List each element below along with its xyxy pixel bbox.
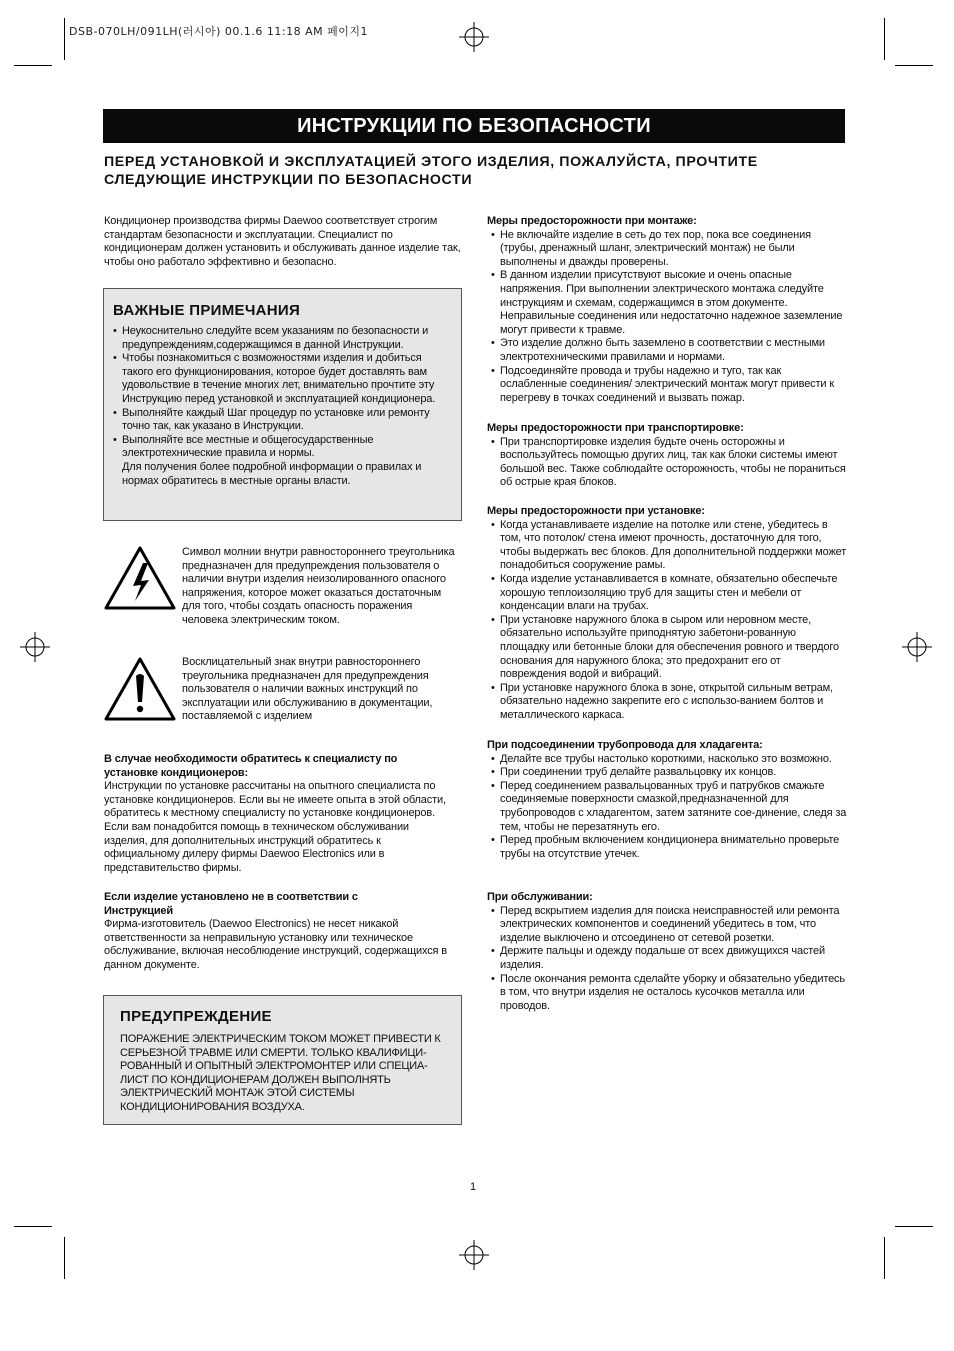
list-item: • При установке наружного блока в зоне, открытой сильным ветрам, обязательно надежно закрепите его с использо-ванием болтов и металлического каркаса.	[491, 682, 847, 723]
mounting-list	[487, 229, 847, 406]
list-item: • Не включайте изделие в сеть до тех пор, пока все соединения (трубы, дренажный шланг, электрический монтаж) не были выполнены и дважды проверены.	[491, 229, 847, 270]
exclamation-symbol-text: Восклицательный знак внутри равностороннего треугольника предназначен для предупреждения пользователя о наличии важных инструкций по эксплуатации или обслуживанию в документации, поставляемой с изделием	[182, 656, 433, 723]
mounting-heading: Меры предосторожности при монтаже:	[487, 215, 697, 227]
registration-mark-icon	[20, 632, 50, 662]
crop-mark	[14, 65, 52, 66]
important-notes-list	[113, 325, 451, 461]
registration-mark-icon	[459, 22, 489, 52]
lightning-symbol-text: Символ молнии внутри равностороннего треугольника предназначен для предупреждения пользователя о наличии внутри изделия неизолированного опасного напряжения, которое может оказаться достаточным для того, чтобы создать опасность поражения человека электрическим током.	[182, 546, 455, 626]
list-item: • Выполняйте все местные и общегосударственные электротехнические правила и нормы.	[113, 434, 451, 461]
crop-mark	[14, 1226, 52, 1227]
specialist-text: Инструкции по установке рассчитаны на опытного специалиста по установке кондиционеров. Если вы не имеете опыта в этой области, обратитесь к местному специалисту по установке кондиционеров. Если вам понадобится помощь в техническом обслуживании изделия, для дополнительных инструкций обратитесь к официальному дилеру фирмы Daewoo Electronics или в представительство фирмы.	[104, 780, 446, 874]
mounting-section	[487, 215, 847, 405]
important-notes-extra: Для получения более подробной информации о правилах и нормах обратитесь в местные органы власти.	[122, 460, 422, 487]
piping-list	[487, 753, 847, 862]
list-item: • При транспортировке изделия будьте очень осторожны и воспользуйтесь помощью других лиц, так как блоки системы имеют большой вес. Также соблюдайте осторожность, чтобы не пораниться об острые края блоков.	[491, 436, 847, 490]
transport-section	[487, 422, 847, 490]
list-item: • Перед пробным включением кондиционера внимательно проверьте трубы на отсутствие утечек.	[491, 834, 847, 861]
list-item: • Неукоснительно следуйте всем указаниям по безопасности и предупреждениям,содержащимся в данной Инструкции.	[113, 325, 451, 352]
crop-mark	[895, 1226, 933, 1227]
specialist-heading: В случае необходимости обратитесь к специалисту по установке кондиционеров:	[104, 753, 398, 779]
print-header: DSB-070LH/091LH(러시아) 00.1.6 11:18 AM 페이지1	[69, 25, 368, 38]
crop-mark	[884, 1237, 885, 1279]
registration-mark-icon	[459, 1240, 489, 1270]
installation-heading: Меры предосторожности при установке:	[487, 505, 705, 517]
service-section	[487, 891, 847, 1013]
intro-paragraph: Кондиционер производства фирмы Daewoo соответствует строгим стандартам безопасности и эксплуатации. Специалист по кондиционерам должен установить и обслуживать данное изделие так, чтобы оно работало эффективно и безопасно.	[104, 215, 461, 268]
list-item: • Перед соединением развальцованных труб и патрубков смажьте соединяемые поверхности смазкой,предназначенной для трубопроводов с хладагентом, затем затяните сое-динение, следя за тем, чтобы не перезатянуть его.	[491, 780, 847, 834]
crop-mark	[895, 65, 933, 66]
list-item: • Держите пальцы и одежду подальше от всех движущихся частей изделия.	[491, 945, 847, 972]
list-item: • При установке наружного блока в сыром или неровном месте, обязательно используйте приподнятую забетони-рованную площадку или бетонные блоки для обеспечения ровного и твердого основания для наружного блока; это предохранит его от повреждения водой и вибраций.	[491, 614, 847, 682]
list-item: • Подсоединяйте провода и трубы надежно и туго, так как ослабленные соединения/ электрический монтаж могут привести к перегреву в точках соединений и вызвать пожар.	[491, 365, 847, 406]
page-number: 1	[470, 1181, 477, 1193]
list-item: • Когда устанавливаете изделие на потолке или стене, убедитесь в том, что потолок/ стена имеют прочность, достаточную для того, чтобы выдержать вес блоков. Для дополнительной поддержки может понадобиться сооружение рамы.	[491, 519, 847, 573]
warning-title: ПРЕДУПРЕЖДЕНИЕ	[120, 1008, 272, 1025]
noncompliance-text: Фирма-изготовитель (Daewoo Electronics) не несет никакой ответственности за неправильную установку или техническое обслуживание, включая несоблюдение инструкций, содержащихся в данном документе.	[104, 918, 447, 971]
service-list	[487, 905, 847, 1014]
registration-mark-icon	[902, 632, 932, 662]
list-item: • После окончания ремонта сделайте уборку и обязательно убедитесь в том, что внутри изделия не осталось кусочков металла или проводов.	[491, 973, 847, 1014]
lightning-warning-icon	[103, 545, 177, 611]
list-item: • Делайте все трубы настолько короткими, насколько это возможно.	[491, 753, 847, 767]
noncompliance-section	[104, 891, 461, 973]
noncompliance-heading: Если изделие установлено не в соответствии с Инструкцией	[104, 891, 358, 917]
exclamation-warning-icon	[103, 656, 177, 722]
piping-heading: При подсоединении трубопровода для хладагента:	[487, 739, 763, 751]
transport-heading: Меры предосторожности при транспортировке:	[487, 422, 744, 434]
crop-mark	[64, 18, 65, 60]
list-item: • В данном изделии присутствуют высокие и очень опасные напряжения. При выполнении электрического монтажа следуйте инструкциям и схемам, содержащимся в этом документе. Неправильные соединения или недостаточно надежное заземление могут привести к травме.	[491, 269, 847, 337]
page-title: ИНСТРУКЦИИ ПО БЕЗОПАСНОСТИ	[103, 109, 845, 143]
list-item: • При соединении труб делайте развальцовку их концов.	[491, 766, 847, 780]
specialist-section	[104, 753, 449, 875]
warning-box	[103, 995, 462, 1125]
list-item: • Выполняйте каждый Шаг процедур по установке или ремонту точно так, как указано в Инструкции.	[113, 407, 451, 434]
important-notes-box	[103, 288, 462, 521]
list-item: • Перед вскрытием изделия для поиска неисправностей или ремонта электрических компонентов и соединений убедитесь в том, что изделие выключено и отсоединено от сетевой розетки.	[491, 905, 847, 946]
piping-section	[487, 739, 847, 861]
crop-mark	[884, 18, 885, 60]
transport-list	[487, 436, 847, 490]
service-heading: При обслуживании:	[487, 891, 593, 903]
crop-mark	[64, 1237, 65, 1279]
list-item: • Когда изделие устанавливается в комнате, обязательно обеспечьте хорошую теплоизоляцию труб для защиты стен и мебели от конденсации влаги на трубах.	[491, 573, 847, 614]
list-item: • Чтобы познакомиться с возможностями изделия и добиться такого его функционирования, которое будет доставлять вам удовольствие в течение многих лет, внимательно прочтите эту Инструкцию перед установкой и эксплуатацией кондиционера.	[113, 352, 451, 406]
list-item: • Это изделие должно быть заземлено в соответствии с местными электротехническими правилами и нормами.	[491, 337, 847, 364]
important-notes-title: ВАЖНЫЕ ПРИМЕЧАНИЯ	[113, 302, 301, 319]
installation-list	[487, 519, 847, 723]
page-subtitle: ПЕРЕД УСТАНОВКОЙ И ЭКСПЛУАТАЦИЕЙ ЭТОГО ИЗДЕЛИЯ, ПОЖАЛУЙСТА, ПРОЧТИТЕ СЛЕДУЮЩИЕ ИНСТРУКЦИИ ПО БЕЗОПАСНОСТИ	[104, 154, 758, 188]
warning-text: ПОРАЖЕНИЕ ЭЛЕКТРИЧЕСКИМ ТОКОМ МОЖЕТ ПРИВЕСТИ К СЕРЬЕЗНОЙ ТРАВМЕ ИЛИ СМЕРТИ. ТОЛЬКО КВАЛИФИЦИ-РОВАННЫЙ И ОПЫТНЫЙ ЭЛЕКТРОМОНТЕР ИЛИ СПЕЦИА-ЛИСТ ПО КОНДИЦИОНЕРАМ ДОЛЖЕН ВЫПОЛНЯТЬ ЭЛЕКТРИЧЕСКИЙ МОНТАЖ ЭТОЙ СИСТЕМЫ КОНДИЦИОНИРОВАНИЯ ВОЗДУХА.	[120, 1033, 441, 1113]
installation-section	[487, 505, 847, 723]
